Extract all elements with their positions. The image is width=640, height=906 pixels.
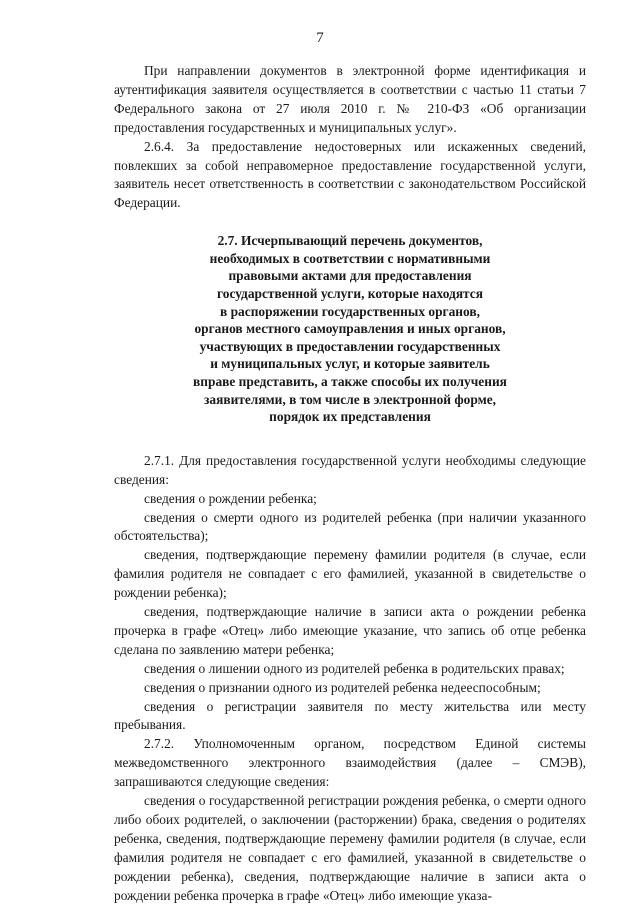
heading-line: 2.7. Исчерпывающий перечень документов, <box>217 233 483 249</box>
paragraph-2-7-1-intro: 2.7.1. Для предоставления государственной услуги необходимы следующие сведения: <box>114 452 586 487</box>
list-item: сведения о регистрации заявителя по месту жительства или месту пребывания. <box>114 698 586 733</box>
page-number: 7 <box>316 30 324 46</box>
list-item: сведения о рождении ребенка; <box>144 490 317 506</box>
list-item: сведения о смерти одного из родителей ребенка (при наличии указанного обстоятельства); <box>114 509 586 544</box>
list-item: сведения, подтверждающие наличие в записи акта о рождении ребенка прочерка в графе «Отец» либо имеющие указание, что запись об отце ребенка сделана по заявлению матери ребенка; <box>114 604 586 657</box>
heading-line: порядок их представления <box>269 409 431 425</box>
heading-line: государственной услуги, которые находятся <box>217 286 483 302</box>
heading-line: и муниципальных услуг, и которые заявитель <box>210 356 490 372</box>
heading-line: необходимых в соответствии с нормативными <box>209 250 491 266</box>
list-item: сведения о государственной регистрации рождения ребенка, о смерти одного либо обоих родителей, о заключении (расторжении) брака, сведения о родителях ребенка, сведения, подтверждающие перемену фамилии родителя (в случае, если фамилия родителя не совпадает с его фамилией, указанной в свидетельстве о рождении ребенка), сведения, подтверждающие наличие в записи акта о рождении ребенка прочерка в графе «Отец» либо имеющие указа- <box>114 793 586 903</box>
list-item: сведения, подтверждающие перемену фамилии родителя (в случае, если фамилия родителя не совпадает с его фамилией, указанной в свидетельстве о рождении ребенка); <box>114 547 586 601</box>
document-body <box>114 62 586 906</box>
heading-line: органов местного самоуправления и иных органов, <box>194 321 506 337</box>
heading-line: вправе представить, а также способы их получения <box>193 374 507 389</box>
paragraph-identification: При направлении документов в электронной форме идентификация и аутентификация заявителя осуществляется в соответствии с частью 11 статьи 7 Федерального закона от 27 июля 2010 г. № 210-ФЗ «Об организации предоставления государственных и муниципальных услуг». <box>114 63 586 135</box>
heading-line: правовыми актами для предоставления <box>228 268 472 284</box>
paragraph-2-7-2-intro: 2.7.2. Уполномоченным органом, посредством Единой системы межведомственного электронного взаимодействия (далее – СМЭВ), запрашиваются следующие сведения: <box>114 736 586 790</box>
heading-line: заявителями, в том числе в электронной форме, <box>204 391 496 407</box>
heading-line: участвующих в предоставлении государственных <box>199 338 501 354</box>
heading-line: в распоряжении государственных органов, <box>220 303 480 319</box>
list-item: сведения о лишении одного из родителей ребенка в родительских правах; <box>144 660 565 676</box>
list-item: сведения о признании одного из родителей ребенка недееспособным; <box>144 679 541 695</box>
section-heading-2-7 <box>185 232 515 426</box>
paragraph-2-6-4: 2.6.4. За предоставление недостоверных или искаженных сведений, повлекших за собой неправомерное предоставление государственной услуги, заявитель несет ответственность в соответствии с законодательством Российской Федерации. <box>114 138 586 211</box>
